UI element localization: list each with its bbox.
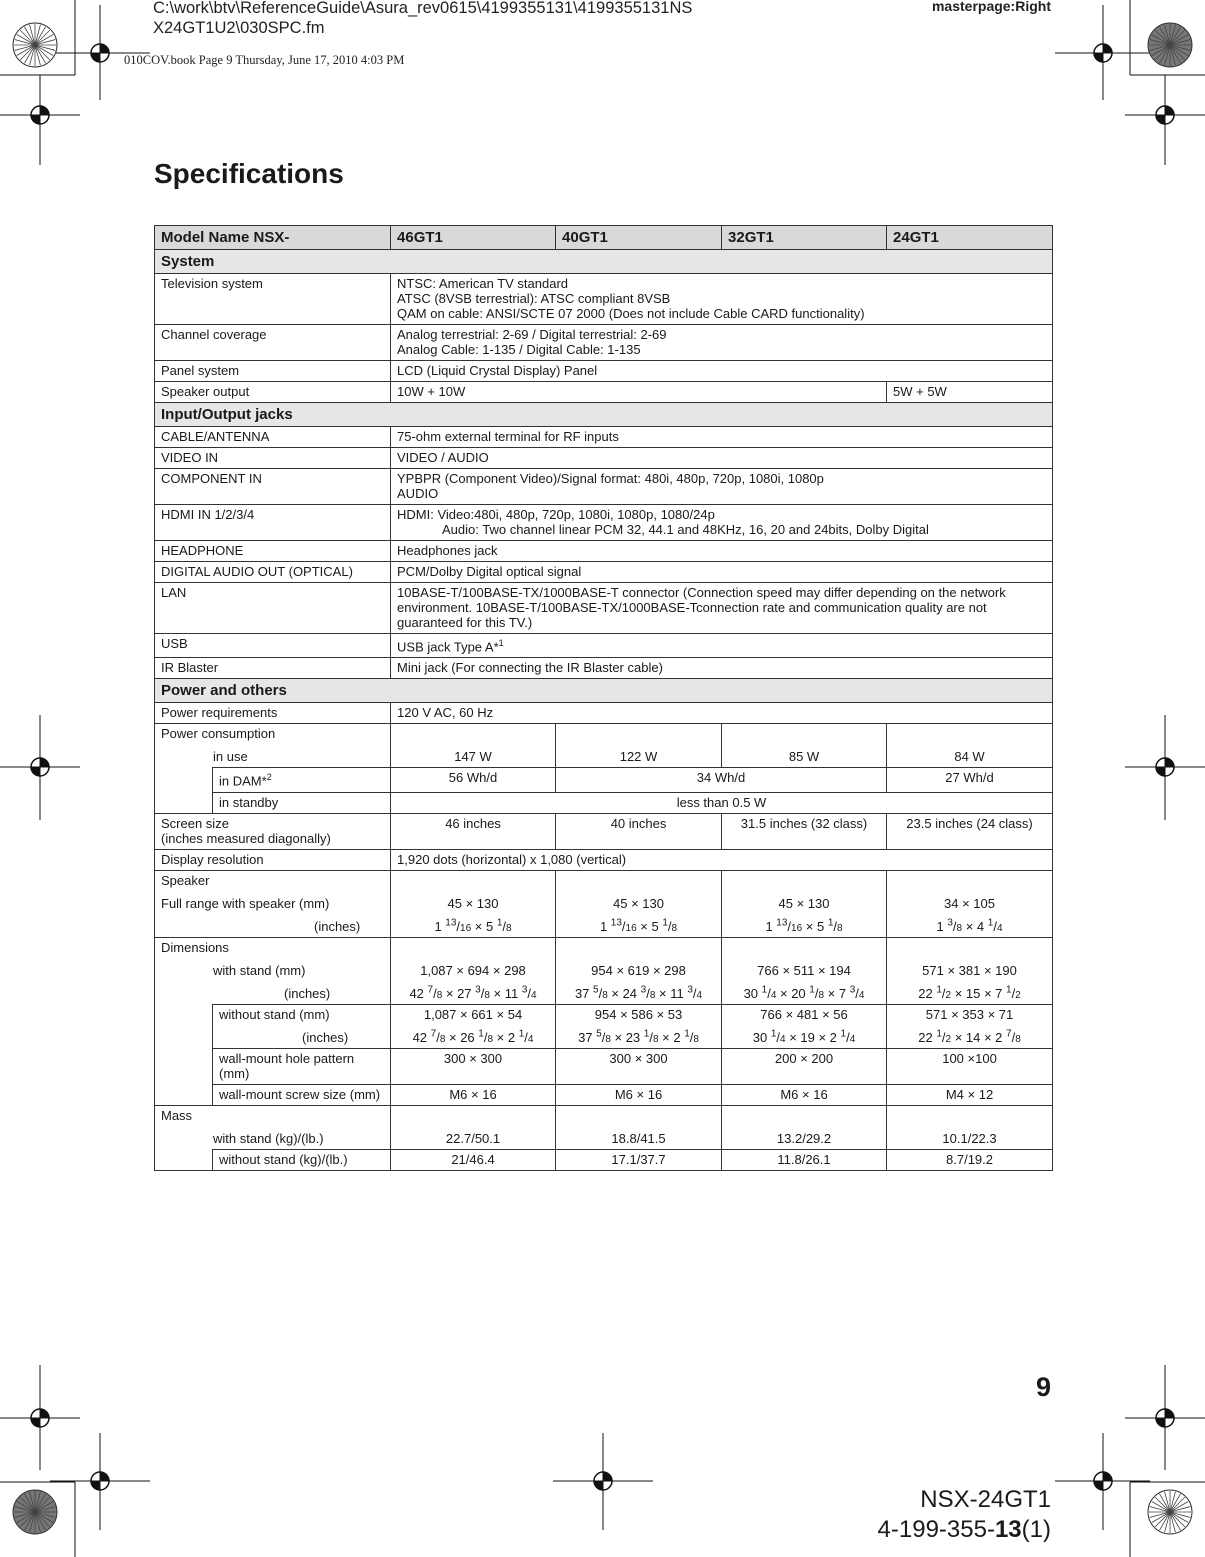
table-row [155, 505, 1053, 541]
table-row [155, 448, 1053, 469]
row-label: Panel system [155, 361, 391, 382]
value-line: Audio: Two channel linear PCM 32, 44.1 and 48KHz, 16, 20 and 24bits, Dolby Digital [442, 522, 929, 537]
value-line: QAM on cable: ANSI/SCTE 07 2000 (Does not include Cable CARD functionality) [397, 306, 865, 321]
cell-value: 84 W [954, 749, 985, 765]
cell-value: 42 $^7$/8 × 27 $^3$/8 × 11 $^3$/4 [409, 984, 537, 1001]
row-label: HEADPHONE [155, 541, 391, 562]
table-row [155, 724, 1053, 768]
cell-value: 37 $^5$/8 × 23 $^1$/8 × 2 $^1$/8 [578, 1028, 699, 1045]
row-label: Display resolution [155, 849, 391, 870]
row-value: 31.5 inches (32 class) [722, 813, 887, 849]
row-value: 75-ohm external terminal for RF inputs [391, 427, 1053, 448]
row-value [391, 325, 1053, 361]
row-value: 300 × 300 [391, 1048, 556, 1084]
value-line: HDMI: Video:480i, 480p, 720p, 1080i, 1080p, 1080/24p [397, 507, 715, 522]
cell-value: 22 $^1$/2 × 14 × 2 $^7$/8 [918, 1028, 1021, 1045]
row-value: less than 0.5 W [391, 792, 1053, 813]
row-value: 5W + 5W [887, 382, 1053, 403]
model-32gt1-header: 32GT1 [722, 226, 887, 250]
table-row [155, 1105, 1053, 1149]
row-label [155, 870, 391, 937]
row-value: PCM/Dolby Digital optical signal [391, 562, 1053, 583]
with-stand-inches-label: (inches) [284, 985, 331, 1001]
row-value [391, 1105, 556, 1149]
with-stand-mm-label: with stand (mm) [213, 962, 306, 978]
without-stand-inches-label: (inches) [302, 1029, 349, 1045]
footer-model-name: NSX-24GT1 [920, 1486, 1051, 1513]
cell-value: 1,087 × 661 × 54 [423, 1006, 523, 1022]
table-row [155, 870, 1053, 937]
footer-part-number [878, 1515, 1051, 1545]
row-value: 21/46.4 [391, 1149, 556, 1170]
file-path-header [153, 0, 692, 38]
value-line: NTSC: American TV standard [397, 276, 569, 291]
cell-value: 85 W [788, 749, 820, 765]
section-row [155, 679, 1053, 703]
masterpage-label: masterpage:Right [931, 0, 1051, 14]
cell-value: 122 W [619, 749, 658, 765]
row-value [556, 1105, 722, 1149]
row-value [722, 724, 887, 768]
footnote-marker: 1 [498, 638, 504, 648]
table-row [155, 1149, 1053, 1170]
cell-value: 22.7/50.1 [445, 1130, 501, 1146]
cell-value: 45 × 130 [613, 895, 664, 911]
row-value: 10BASE-T/100BASE-TX/1000BASE-T connector (Connection speed may differ depending on the network environment. 10BASE-T/100BASE-TX/1000BASE-Tconnection rate and communication quality are not guaranteed for this TV.) [391, 583, 1053, 634]
cell-value: 954 × 619 × 298 [591, 962, 686, 978]
row-value [391, 724, 556, 768]
cell-value: 10.1/22.3 [942, 1130, 997, 1146]
cell-value: 18.8/41.5 [611, 1130, 666, 1146]
model-46gt1-header: 46GT1 [391, 226, 556, 250]
row-label: wall-mount screw size (mm) [213, 1084, 391, 1105]
row-value: 100 ×100 [887, 1048, 1053, 1084]
model-name-header: Model Name NSX- [155, 226, 391, 250]
row-label: LAN [155, 583, 391, 634]
cell-value: 954 × 586 × 53 [594, 1006, 683, 1022]
dimensions-label: Dimensions [161, 939, 229, 955]
table-row [155, 792, 1053, 813]
model-24gt1-header: 24GT1 [887, 226, 1053, 250]
row-value: VIDEO / AUDIO [391, 448, 1053, 469]
row-label: Television system [155, 274, 391, 325]
row-value: 120 V AC, 60 Hz [391, 703, 1053, 724]
row-value [391, 870, 556, 937]
row-value: Mini jack (For connecting the IR Blaster cable) [391, 658, 1053, 679]
row-value [722, 870, 887, 937]
row-value: 23.5 inches (24 class) [887, 813, 1053, 849]
cell-value: 22 $^1$/2 × 15 × 7 $^1$/2 [918, 984, 1021, 1001]
row-value [556, 870, 722, 937]
table-row [155, 562, 1053, 583]
row-label: Power requirements [155, 703, 391, 724]
cell-value: 1 $^{13}$/16 × 5 $^1$/8 [765, 917, 843, 934]
section-row [155, 403, 1053, 427]
mass-with-stand-label: with stand (kg)/(lb.) [213, 1130, 324, 1146]
cell-value: 1 $^{13}$/16 × 5 $^1$/8 [599, 917, 678, 934]
section-row [155, 250, 1053, 274]
row-value [887, 1105, 1053, 1149]
usb-value: USB jack Type A* [397, 639, 499, 655]
value-line: ATSC (8VSB terrestrial): ATSC compliant 8VSB [397, 291, 671, 306]
row-label: in standby [213, 792, 391, 813]
file-path-line-1: C:\work\btv\ReferenceGuide\Asura_rev0615\4199355131\4199355131NS [153, 0, 693, 17]
row-value: 200 × 200 [722, 1048, 887, 1084]
indent-cell [155, 768, 213, 813]
row-value [391, 937, 556, 1004]
row-label: IR Blaster [155, 658, 391, 679]
row-value [556, 937, 722, 1004]
row-value: 17.1/37.7 [556, 1149, 722, 1170]
cell-value: 13.2/29.2 [776, 1130, 832, 1146]
table-row [155, 325, 1053, 361]
mass-label: Mass [161, 1107, 193, 1123]
table-row [155, 361, 1053, 382]
row-value: 56 Wh/d [391, 768, 556, 792]
cell-value: 1 $^3$/8 × 4 $^1$/4 [936, 917, 1003, 934]
cell-value: 147 W [454, 749, 492, 765]
book-info: 010COV.book Page 9 Thursday, June 17, 2010 4:03 PM [124, 53, 405, 67]
table-row [155, 427, 1053, 448]
part-suffix: (1) [1021, 1516, 1051, 1543]
row-value: 10W + 10W [391, 382, 887, 403]
cell-value: 1 $^{13}$/16 × 5 $^1$/8 [434, 917, 512, 934]
table-row [155, 634, 1053, 658]
row-label: COMPONENT IN [155, 469, 391, 505]
table-row [155, 382, 1053, 403]
row-label [155, 813, 391, 849]
row-label [213, 1004, 391, 1048]
row-label: HDMI IN 1/2/3/4 [155, 505, 391, 541]
footnote-marker: 2 [266, 772, 272, 783]
row-value [391, 634, 1053, 658]
row-label [155, 937, 391, 1004]
row-value [722, 937, 887, 1004]
table-row [155, 768, 1053, 792]
row-value: LCD (Liquid Crystal Display) Panel [391, 361, 1053, 382]
row-value [887, 724, 1053, 768]
row-value [722, 1004, 887, 1048]
file-path-line-2: X24GT1U2\030SPC.fm [153, 19, 325, 37]
row-value [556, 724, 722, 768]
cell-value: 571 × 381 × 190 [922, 962, 1017, 978]
row-value: M6 × 16 [556, 1084, 722, 1105]
cell-value: 42 $^7$/8 × 26 $^1$/8 × 2 $^1$/4 [412, 1028, 534, 1045]
row-value [887, 1004, 1053, 1048]
speaker-label: Speaker [161, 872, 210, 888]
row-label: DIGITAL AUDIO OUT (OPTICAL) [155, 562, 391, 583]
indent-cell [155, 1149, 213, 1170]
label-line: Screen size [161, 815, 229, 831]
in-use-label: in use [213, 749, 248, 765]
without-stand-mm-label: without stand (mm) [219, 1006, 330, 1022]
row-label: without stand (kg)/(lb.) [213, 1149, 391, 1170]
model-40gt1-header: 40GT1 [556, 226, 722, 250]
table-row [155, 813, 1053, 849]
table-row [155, 583, 1053, 634]
value-line: Analog terrestrial: 2-69 / Digital terrestrial: 2-69 [397, 327, 667, 342]
cell-value: 30 $^1$/4 × 20 $^1$/8 × 7 $^3$/4 [743, 984, 865, 1001]
section-system: System [155, 250, 1053, 274]
table-header-row [155, 226, 1053, 250]
row-label [155, 1105, 391, 1149]
row-value: 34 Wh/d [556, 768, 887, 792]
section-io: Input/Output jacks [155, 403, 1053, 427]
value-line: YPBPR (Component Video)/Signal format: 480i, 480p, 720p, 1080i, 1080p [397, 471, 824, 486]
value-line: AUDIO [397, 486, 439, 501]
row-label: wall-mount hole pattern (mm) [213, 1048, 391, 1084]
table-row [155, 1084, 1053, 1105]
row-value: 11.8/26.1 [722, 1149, 887, 1170]
row-value: 8.7/19.2 [887, 1149, 1053, 1170]
page-title: Specifications [154, 158, 344, 189]
table-row [155, 274, 1053, 325]
cell-value: 30 $^1$/4 × 19 × 2 $^1$/4 [752, 1028, 856, 1045]
table-row [155, 937, 1053, 1004]
cell-value: 571 × 353 × 71 [925, 1006, 1014, 1022]
row-value [887, 937, 1053, 1004]
page-number: 9 [1035, 1372, 1051, 1402]
cell-value: 766 × 511 × 194 [757, 962, 851, 978]
table-row [155, 703, 1053, 724]
row-value [722, 1105, 887, 1149]
power-consumption-label: Power consumption [161, 726, 276, 742]
table-row [155, 469, 1053, 505]
row-value: 1,920 dots (horizontal) x 1,080 (vertical) [391, 849, 1053, 870]
section-power: Power and others [155, 679, 1053, 703]
row-value: M6 × 16 [391, 1084, 556, 1105]
inches-label: (inches) [314, 918, 361, 934]
row-value [391, 505, 1053, 541]
row-label [155, 724, 391, 768]
row-value: M6 × 16 [722, 1084, 887, 1105]
row-value: Headphones jack [391, 541, 1053, 562]
row-value: 300 × 300 [556, 1048, 722, 1084]
row-label: Speaker output [155, 382, 391, 403]
cell-value: 45 × 130 [778, 895, 830, 911]
row-value [391, 1004, 556, 1048]
cell-value: 34 × 105 [944, 895, 995, 911]
table-row [155, 849, 1053, 870]
row-label: VIDEO IN [155, 448, 391, 469]
part-prefix: 4-199-355- [877, 1516, 995, 1543]
cell-value: 766 × 481 × 56 [760, 1006, 848, 1022]
table-row [155, 1048, 1053, 1084]
part-revision: 13 [994, 1516, 1022, 1543]
table-row [155, 541, 1053, 562]
specifications-table [154, 225, 1053, 1171]
row-value [887, 870, 1053, 937]
row-label: USB [155, 634, 391, 658]
footer-model-info [878, 1485, 1051, 1545]
row-label: Channel coverage [155, 325, 391, 361]
row-value: 46 inches [391, 813, 556, 849]
row-value: 40 inches [556, 813, 722, 849]
full-range-label: Full range with speaker (mm) [161, 895, 330, 911]
dam-label: in DAM* [219, 773, 267, 789]
table-row [155, 658, 1053, 679]
indent-cell [155, 1004, 213, 1105]
label-line: (inches measured diagonally) [161, 830, 331, 846]
row-value [391, 274, 1053, 325]
row-value: 27 Wh/d [887, 768, 1053, 792]
row-value [556, 1004, 722, 1048]
value-line: Analog Cable: 1-135 / Digital Cable: 1-135 [397, 342, 641, 357]
cell-value: 1,087 × 694 × 298 [420, 962, 526, 978]
cell-value: 45 × 130 [447, 895, 499, 911]
row-value: M4 × 12 [887, 1084, 1053, 1105]
row-label [213, 768, 391, 792]
cell-value: 37 $^5$/8 × 24 $^3$/8 × 11 $^3$/4 [574, 984, 703, 1001]
table-row [155, 1004, 1053, 1048]
row-value [391, 469, 1053, 505]
row-label: CABLE/ANTENNA [155, 427, 391, 448]
